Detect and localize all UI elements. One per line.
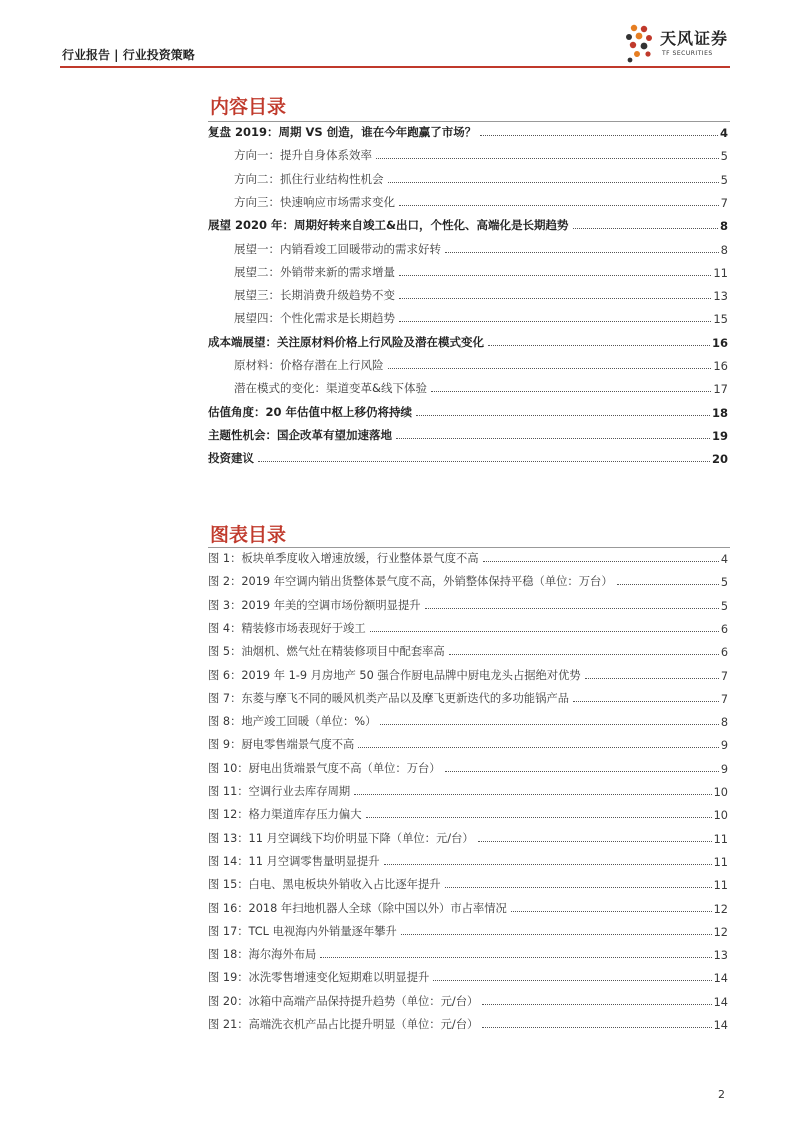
figures-title: 图表目录 [210, 524, 287, 546]
entry-page-number: 14 [713, 995, 728, 1009]
entry-page-number: 9 [720, 739, 728, 753]
dot-leader [445, 886, 712, 888]
entry-page-number: 12 [713, 902, 728, 916]
entry-title: 图 8：地产竣工回暖（单位：%） [208, 715, 377, 729]
entry-page-number: 7 [720, 692, 728, 706]
entry-page-number: 11 [713, 855, 728, 869]
entry-title: 成本端展望：关注原材料价格上行风险及潜在模式变化 [208, 334, 484, 349]
toc-entry[interactable] [208, 357, 728, 373]
figure-entry[interactable] [208, 783, 728, 799]
figure-entry[interactable] [208, 736, 728, 752]
dot-leader [388, 367, 712, 369]
dot-leader [433, 979, 711, 981]
entry-page-number: 4 [719, 126, 728, 140]
entry-page-number: 15 [713, 312, 728, 327]
entry-page-number: 6 [720, 646, 728, 660]
figure-entry[interactable] [208, 969, 728, 985]
entry-title: 复盘 2019：周期 VS 创造，谁在今年跑赢了市场？ [208, 125, 477, 139]
entry-title: 潜在模式的变化：渠道变革&线下体验 [234, 381, 427, 396]
figure-entry[interactable] [208, 853, 728, 869]
page-number: 2 [718, 1088, 725, 1101]
entry-page-number: 6 [720, 622, 728, 636]
entry-title: 图 2：2019 年空调内销出货整体景气度不高，外销整体保持平稳（单位：万台） [208, 575, 613, 589]
dot-leader [399, 274, 711, 276]
entry-title: 图 5：油烟机、燃气灶在精装修项目中配套率高 [208, 645, 445, 659]
header-divider [60, 66, 730, 68]
entry-page-number: 18 [711, 405, 728, 420]
entry-title: 图 18：海尔海外布局 [208, 948, 317, 962]
logo-mark-icon [622, 22, 658, 66]
entry-page-number: 7 [720, 195, 728, 210]
entry-page-number: 16 [713, 359, 728, 373]
logo [622, 22, 734, 66]
entry-title: 图 6：2019 年 1-9 月房地产 50 强合作厨电品牌中厨电龙头占据绝对优势 [208, 668, 581, 682]
entry-title: 图 21：高端洗衣机产品占比提升明显（单位：元/台） [208, 1018, 479, 1031]
figure-entry[interactable] [208, 760, 728, 776]
figure-entry[interactable] [208, 1016, 728, 1032]
dot-leader [399, 320, 711, 322]
dot-leader [370, 630, 719, 632]
dot-leader [354, 793, 711, 795]
dot-leader [617, 583, 719, 585]
entry-page-number: 19 [711, 428, 728, 443]
figure-entry[interactable] [208, 620, 728, 636]
entry-page-number: 20 [711, 452, 728, 467]
dot-leader [396, 437, 710, 439]
entry-page-number: 16 [711, 335, 728, 350]
entry-title: 方向二：抓住行业结构性机会 [234, 171, 384, 186]
entry-title: 方向三：快速响应市场需求变化 [234, 194, 395, 209]
entry-title: 图 1：板块单季度收入增速放缓，行业整体景气度不高 [208, 552, 479, 565]
entry-title: 展望 2020 年：周期好转来自竣工&出口，个性化、高端化是长期趋势 [208, 218, 569, 233]
dot-leader [399, 204, 719, 206]
dot-leader [573, 227, 718, 229]
dot-leader [384, 863, 712, 865]
entry-page-number: 10 [713, 786, 728, 799]
entry-page-number: 11 [713, 879, 728, 893]
toc-entry[interactable] [208, 264, 728, 280]
dot-leader [380, 723, 718, 725]
dot-leader [585, 677, 719, 679]
figure-entry[interactable] [208, 900, 728, 916]
entry-page-number: 5 [720, 172, 728, 187]
entry-title: 原材料：价格存潜在上行风险 [234, 358, 384, 372]
entry-page-number: 11 [713, 832, 728, 846]
figure-entry[interactable] [208, 830, 728, 846]
entry-page-number: 12 [713, 925, 728, 939]
dot-leader [388, 181, 719, 183]
dot-leader [416, 414, 710, 416]
entry-title: 图 12：格力渠道库存压力偏大 [208, 808, 362, 822]
entry-title: 图 16：2018 年扫地机器人全球（除中国以外）市占率情况 [208, 901, 507, 915]
logo-text-cn: 天风证券 [660, 29, 729, 48]
entry-page-number: 4 [720, 553, 728, 566]
toc-entry[interactable] [208, 217, 728, 233]
figure-entry[interactable] [208, 597, 728, 613]
dot-leader [573, 700, 719, 702]
entry-title: 图 4：精装修市场表现好于竣工 [208, 621, 366, 635]
entry-page-number: 10 [713, 809, 728, 823]
entry-title: 图 3：2019 年美的空调市场份额明显提升 [208, 598, 421, 612]
entry-title: 投资建议 [208, 451, 254, 466]
figure-entry[interactable] [208, 923, 728, 939]
dot-leader [425, 607, 719, 609]
toc-entry[interactable] [208, 124, 728, 140]
toc-entry[interactable] [208, 380, 728, 396]
dot-leader [366, 816, 712, 818]
contents-title-rule [208, 121, 730, 122]
toc-entry[interactable] [208, 147, 728, 163]
entry-page-number: 14 [713, 972, 728, 986]
entry-title: 展望四：个性化需求是长期趋势 [234, 311, 395, 326]
figure-entry[interactable] [208, 993, 728, 1009]
entry-title: 展望一：内销看竣工回暖带动的需求好转 [234, 241, 441, 256]
toc-entry[interactable] [208, 171, 728, 187]
figure-entry[interactable] [208, 713, 728, 729]
dot-leader [258, 460, 710, 462]
entry-title: 展望三：长期消费升级趋势不变 [234, 288, 395, 303]
entry-title: 展望二：外销带来新的需求增量 [234, 264, 395, 279]
entry-page-number: 8 [720, 242, 728, 257]
dot-leader [483, 560, 719, 562]
entry-title: 图 17：TCL 电视海内外销量逐年攀升 [208, 924, 397, 938]
toc-entry[interactable] [208, 310, 728, 326]
figure-entry[interactable] [208, 573, 728, 589]
dot-leader [488, 344, 710, 346]
entry-page-number: 5 [720, 149, 728, 164]
figure-entry[interactable] [208, 643, 728, 659]
entry-page-number: 11 [713, 265, 728, 280]
dot-leader [320, 956, 711, 958]
entry-page-number: 9 [720, 762, 728, 776]
figure-entry[interactable] [208, 946, 728, 962]
entry-title: 图 10：厨电出货端景气度不高（单位：万台） [208, 761, 441, 775]
entry-page-number: 8 [720, 716, 728, 730]
dot-leader [482, 1026, 711, 1028]
entry-title: 图 20：冰箱中高端产品保持提升趋势（单位：元/台） [208, 994, 479, 1008]
toc-entry[interactable] [208, 287, 728, 303]
entry-title: 主题性机会：国企改革有望加速落地 [208, 427, 392, 442]
entry-title: 图 15：白电、黑电板块外销收入占比逐年提升 [208, 878, 441, 892]
entry-page-number: 5 [720, 576, 728, 590]
dot-leader [511, 910, 712, 912]
report-type-label: 行业报告 | 行业投资策略 [62, 48, 195, 62]
figures-title-rule [208, 547, 730, 548]
dot-leader [449, 653, 719, 655]
entry-title: 方向一：提升自身体系效率 [234, 148, 372, 163]
logo-text-en: TF SECURITIES [662, 50, 713, 57]
toc-entry[interactable] [208, 241, 728, 257]
toc-entry[interactable] [208, 404, 728, 420]
entry-title: 图 9：厨电零售端景气度不高 [208, 738, 355, 752]
dot-leader [431, 390, 711, 392]
entry-page-number: 7 [720, 669, 728, 683]
entry-title: 图 13：11 月空调线下均价明显下降（单位：元/台） [208, 831, 474, 845]
dot-leader [401, 933, 712, 935]
entry-page-number: 17 [713, 382, 728, 397]
dot-leader [358, 746, 718, 748]
toc-entry[interactable] [208, 450, 728, 466]
dot-leader [478, 840, 712, 842]
dot-leader [376, 157, 719, 159]
entry-title: 图 19：冰洗零售增速变化短期难以明显提升 [208, 971, 430, 985]
contents-title: 内容目录 [210, 96, 287, 118]
entry-title: 图 7：东菱与摩飞不同的暖风机类产品以及摩飞更新迭代的多功能锅产品 [208, 691, 569, 705]
figure-entry[interactable] [208, 876, 728, 892]
entry-page-number: 5 [720, 599, 728, 613]
toc-entry[interactable] [208, 194, 728, 210]
entry-title: 估值角度：20 年估值中枢上移仍将持续 [208, 404, 413, 419]
figure-entry[interactable] [208, 667, 728, 683]
dot-leader [480, 134, 718, 136]
entry-page-number: 13 [713, 289, 728, 304]
entry-title: 图 11：空调行业去库存周期 [208, 785, 351, 798]
figure-entry[interactable] [208, 550, 728, 566]
toc-entry[interactable] [208, 427, 728, 443]
dot-leader [399, 297, 711, 299]
figure-entry[interactable] [208, 690, 728, 706]
entry-page-number: 13 [713, 949, 728, 963]
toc-entry[interactable] [208, 334, 728, 350]
entry-title: 图 14：11 月空调零售量明显提升 [208, 854, 380, 868]
figure-entry[interactable] [208, 806, 728, 822]
dot-leader [445, 251, 719, 253]
dot-leader [482, 1003, 711, 1005]
dot-leader [445, 770, 719, 772]
entry-page-number: 14 [713, 1019, 728, 1032]
entry-page-number: 8 [719, 219, 728, 234]
